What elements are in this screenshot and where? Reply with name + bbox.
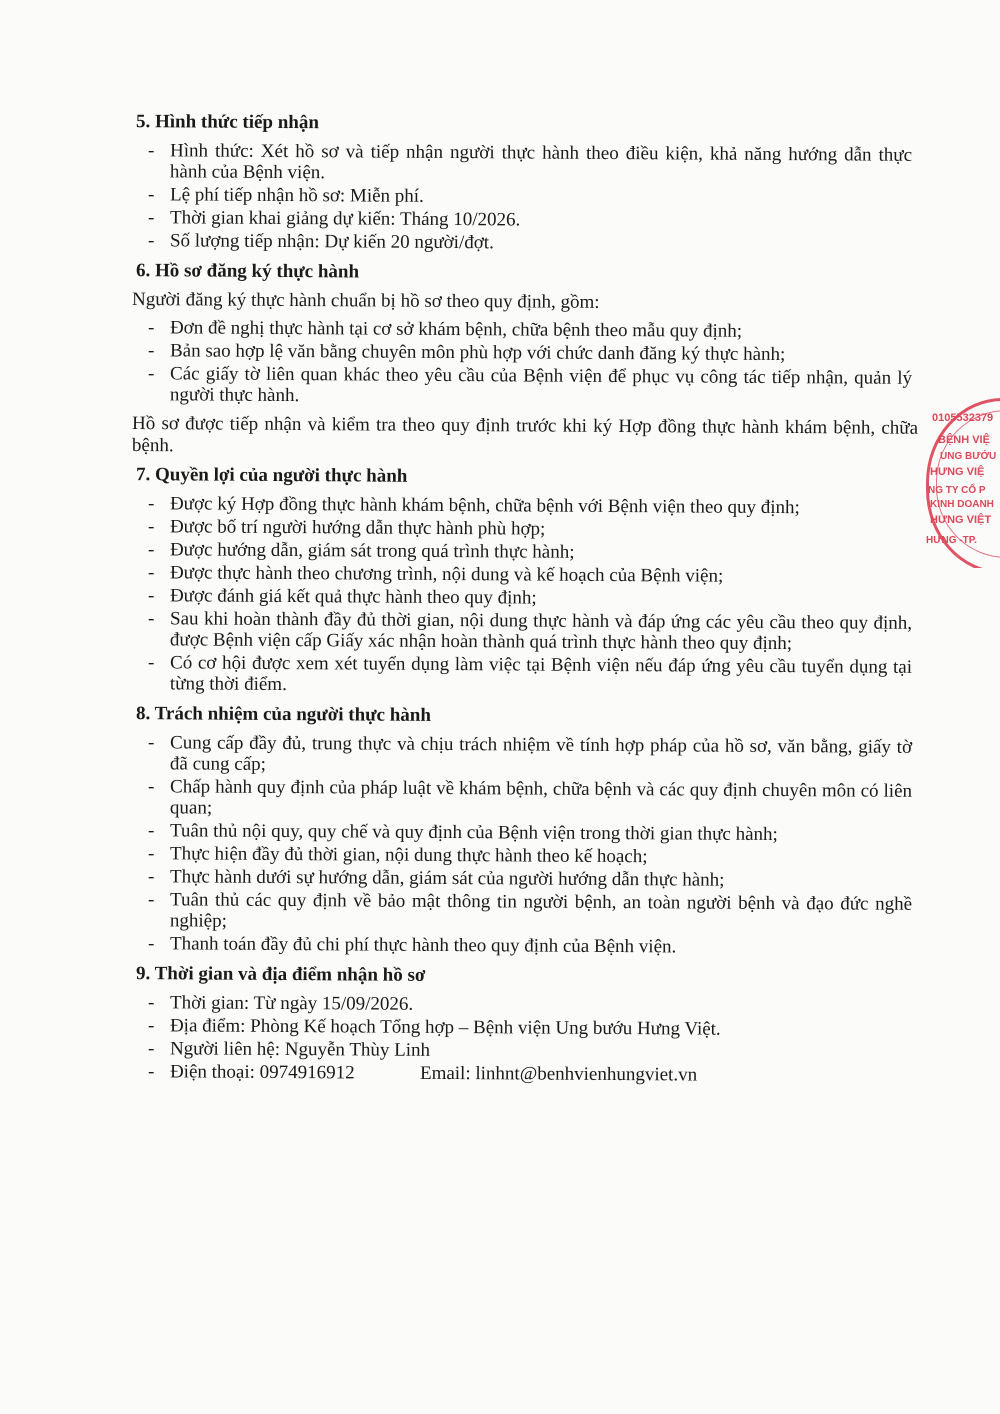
section-registration-documents — [118, 259, 918, 457]
list-item: - Thanh toán đầy đủ chi phí thực hành theo quy định của Bệnh viện. — [118, 933, 918, 959]
section-heading: 8. Trách nhiệm của người thực hành — [135, 703, 432, 726]
list-item: - Tuân thủ các quy định về bảo mật thông tin người bệnh, an toàn người bệnh và đạo đức nghề nghiệp; — [118, 889, 918, 936]
section-heading: 5. Hình thức tiếp nhận — [135, 111, 320, 134]
section-reception-form — [118, 110, 918, 254]
list-item: - Đơn đề nghị thực hành tại cơ sở khám bệnh, chữa bệnh theo mẫu quy định; — [118, 317, 918, 343]
list-item: - Thời gian khai giảng dự kiến: Tháng 10/2026. — [118, 207, 918, 233]
stamp-text: 0105532379 — [932, 412, 994, 424]
stamp-text: HƯNG VIỆ — [930, 466, 985, 478]
section-heading: 6. Hồ sơ đăng ký thực hành — [135, 260, 360, 283]
contact-email: Email: linhnt@benhvienhungviet.vn — [419, 1062, 698, 1086]
list-item: - Tuân thủ nội quy, quy chế và quy định của Bệnh viện trong thời gian thực hành; — [118, 820, 918, 846]
list-item: - Thời gian: Từ ngày 15/09/2026. — [118, 992, 918, 1018]
section-list — [118, 140, 918, 254]
stamp-text: NG TY CỔ P — [928, 485, 986, 496]
list-item: - Được bố trí người hướng dẫn thực hành phù hợp; — [118, 516, 918, 542]
list-item: - Các giấy tờ liên quan khác theo yêu cầu của Bệnh viện để phục vụ công tác tiếp nhận, quản lý người thực hành. — [118, 363, 918, 410]
section-practitioner-rights — [118, 463, 918, 694]
contact-phone: - Điện thoại: 0974916912 — [169, 1061, 355, 1084]
contact-item — [118, 1061, 918, 1087]
list-item: - Được đánh giá kết quả thực hành theo quy định; — [118, 585, 918, 611]
stamp-text: UNG BƯỚU — [940, 451, 997, 462]
stamp-text: BỆNH VIỆ — [938, 434, 990, 446]
list-item: - Thực hiện đầy đủ thời gian, nội dung thực hành theo kế hoạch; — [118, 843, 918, 869]
section-heading: 7. Quyền lợi của người thực hành — [135, 464, 408, 487]
company-seal-stamp — [918, 398, 1000, 568]
list-item: - Bản sao hợp lệ văn bằng chuyên môn phù hợp với chức danh đăng ký thực hành; — [118, 340, 918, 366]
section-practitioner-responsibilities — [118, 702, 918, 958]
list-item: - Được ký Hợp đồng thực hành khám bệnh, chữa bệnh với Bệnh viện theo quy định; — [118, 493, 918, 519]
list-item: - Được hướng dẫn, giám sát trong quá trình thực hành; — [118, 539, 918, 565]
section-list — [118, 992, 918, 1086]
section-list — [118, 732, 918, 958]
section-heading: 9. Thời gian và địa điểm nhận hồ sơ — [135, 963, 426, 986]
list-item: - Số lượng tiếp nhận: Dự kiến 20 người/đợt. — [118, 230, 918, 256]
stamp-text: HƯNG -TP. — [926, 535, 977, 546]
list-item: - Lệ phí tiếp nhận hồ sơ: Miễn phí. — [118, 184, 918, 210]
list-item: - Cung cấp đầy đủ, trung thực và chịu trách nhiệm về tính hợp pháp của hồ sơ, văn bằng, giấy tờ đã cung cấp; — [118, 732, 918, 779]
list-item: - Hình thức: Xét hồ sơ và tiếp nhận người thực hành theo điều kiện, khả năng hướng dẫn thực hành của Bệnh viện. — [118, 140, 918, 187]
section-list — [118, 493, 918, 694]
section-outro: Hồ sơ được tiếp nhận và kiểm tra theo quy định trước khi ký Hợp đồng thực hành khám bệnh, chữa bệnh. — [131, 413, 919, 457]
list-item: - Chấp hành quy định của pháp luật về khám bệnh, chữa bệnh và các quy định chuyên môn có liên quan; — [118, 776, 918, 823]
list-item: - Người liên hệ: Nguyễn Thùy Linh — [118, 1038, 918, 1064]
list-item: - Sau khi hoàn thành đầy đủ thời gian, nội dung thực hành và đáp ứng các yêu cầu theo quy định, được Bệnh viện cấp Giấy xác nhận hoàn thành quá trình thực hành theo quy định; — [118, 608, 918, 655]
stamp-text: HƯNG VIỆT — [930, 514, 992, 526]
stamp-text: KINH DOANH — [930, 499, 994, 510]
section-list — [118, 317, 918, 405]
document-body — [118, 110, 918, 1090]
list-item: - Được thực hành theo chương trình, nội dung và kế hoạch của Bệnh viện; — [118, 562, 918, 588]
list-item: - Địa điểm: Phòng Kế hoạch Tổng hợp – Bệnh viện Ung bướu Hưng Việt. — [118, 1015, 918, 1041]
section-time-and-place — [118, 962, 918, 1086]
list-item: - Có cơ hội được xem xét tuyển dụng làm việc tại Bệnh viện nếu đáp ứng yêu cầu tuyển dụng tại từng thời điểm. — [118, 652, 918, 699]
section-intro: Người đăng ký thực hành chuẩn bị hồ sơ theo quy định, gồm: — [131, 289, 600, 313]
list-item: - Thực hành dưới sự hướng dẫn, giám sát của người hướng dẫn thực hành; — [118, 866, 918, 892]
